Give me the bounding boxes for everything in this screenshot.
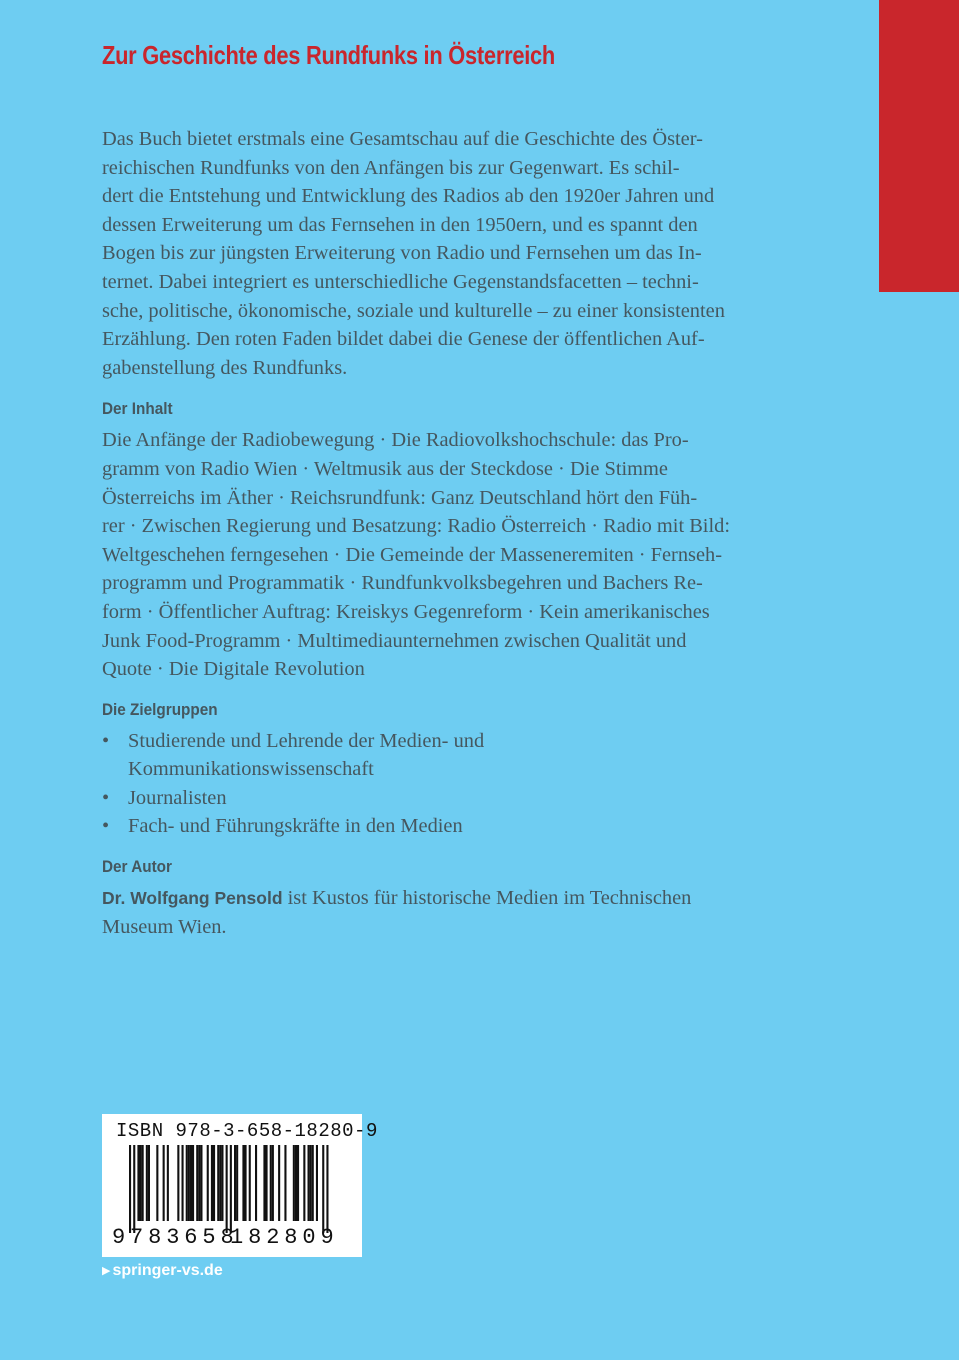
barcode-bar [221,1145,223,1221]
barcode-bar [322,1145,324,1233]
barcode-bar [278,1145,280,1221]
barcode-bar [200,1145,202,1221]
ean-right-group: 182809 [230,1225,339,1250]
barcode-bar [310,1145,312,1221]
inhalt-line: Österreichs im Äther · Reichsrundfunk: Ganz Deutschland hört den Füh- [102,486,698,509]
autor-text: ist Kustos für historische Medien im Technischen [282,887,692,910]
barcode-bar [234,1145,236,1221]
inhalt-heading: Der Inhalt [102,399,173,419]
barcode-bar [326,1145,328,1233]
inhalt-line: Weltgeschehen ferngesehen · Die Gemeinde der Masseneremiten · Fernseh- [102,543,723,566]
list-item [102,784,814,813]
autor-heading: Der Autor [102,857,172,877]
zielgruppen-heading: Die Zielgruppen [102,699,218,719]
barcode-bar [297,1145,299,1221]
red-corner-tab [879,0,959,292]
inhalt-line-last: Quote · Die Digitale Revolution [102,658,365,681]
barcode-bar [146,1145,148,1221]
book-title: Zur Geschichte des Rundfunks in Österreich [102,40,556,70]
barcode-bar [177,1145,179,1221]
barcode-bar [156,1145,158,1221]
intro-line-last: gabenstellung des Rundfunks. [102,356,348,379]
zielgruppen-list [102,727,814,841]
barcode-bar [148,1145,150,1221]
intro-line: Erzählung. Den roten Faden bildet dabei die Genese der öffentlichen Auf- [102,328,705,351]
list-item [102,812,814,841]
bullet-icon: • [102,786,110,809]
autor-line-last: Museum Wien. [102,915,227,938]
barcode-bar [263,1145,265,1221]
barcode-bar [188,1145,190,1221]
intro-paragraph [102,125,814,382]
barcode-bar [137,1145,139,1221]
barcode-bar [217,1145,219,1221]
barcode-bar [133,1145,135,1233]
list-item-line: Studierende und Lehrende der Medien- und [128,729,485,752]
barcode-bar [245,1145,247,1221]
intro-line: dessen Erweiterung um das Fernsehen in den 1950ern, und es spannt den [102,213,698,236]
isbn-label: ISBN 978-3-658-18280-9 [116,1120,378,1142]
bullet-icon: • [102,729,110,752]
barcode-bar [142,1145,144,1221]
back-cover-content [102,125,814,941]
barcode-bar [207,1145,209,1221]
inhalt-paragraph [102,426,814,683]
barcode-bar [226,1145,228,1233]
barcode-bar [284,1145,286,1221]
list-item [102,727,814,784]
inhalt-line: Die Anfänge der Radiobewegung · Die Radiovolkshochschule: das Pro- [102,429,689,452]
barcode-bar [295,1145,297,1221]
intro-line: ternet. Dabei integriert es unterschiedliche Gegenstandsfacetten – techni- [102,270,699,293]
inhalt-line: rer · Zwischen Regierung und Besatzung: Radio Österreich · Radio mit Bild: [102,515,730,538]
barcode-bar [272,1145,274,1221]
barcode-bar [293,1145,295,1221]
intro-line: Bogen bis zur jüngsten Erweiterung von Radio und Fernsehen um das In- [102,242,702,265]
barcode-bar [213,1145,215,1221]
barcode-bar [140,1145,142,1221]
author-name: Dr. Wolfgang Pensold [102,888,283,909]
barcode-bar [266,1145,268,1221]
list-item-line: Journalisten [128,786,227,809]
barcode-bar [129,1145,131,1233]
barcode-bar [230,1145,232,1233]
intro-line: dert die Entstehung und Entwicklung des Radios ab den 1920er Jahren und [102,185,715,208]
barcode-bar [196,1145,198,1221]
barcode-bar [190,1145,192,1221]
barcode-bar [163,1145,165,1221]
arrow-right-icon: ▶ [102,1265,111,1277]
bullet-icon: • [102,815,110,838]
barcode-bar [303,1145,305,1221]
barcode-bar [270,1145,272,1221]
list-item-line: Fach- und Führungskräfte in den Medien [128,815,463,838]
barcode-bar [242,1145,244,1221]
barcode-bar [186,1145,188,1221]
inhalt-line: gramm von Radio Wien · Weltmusik aus der Steckdose · Die Stimme [102,457,668,480]
barcode-bar [219,1145,221,1221]
ean-first-digit: 9 [112,1225,126,1250]
barcode-bar [316,1145,318,1221]
inhalt-line: programm und Programmatik · Rundfunkvolksbegehren und Bachers Re- [102,572,703,595]
barcode-bar [312,1145,314,1221]
isbn-barcode [102,1114,378,1257]
intro-line: sche, politische, ökonomische, soziale und kulturelle – zu einer konsistenten [102,299,725,322]
barcode-bars [129,1145,341,1233]
barcode-bar [192,1145,194,1221]
intro-line: reichischen Rundfunks von den Anfängen bis zur Gegenwart. Es schil- [102,156,680,179]
barcode-bar [249,1145,251,1221]
inhalt-line: form · Öffentlicher Auftrag: Kreiskys Gegenreform · Kein amerikanisches [102,600,710,623]
ean-left-group: 783658 [130,1225,239,1250]
autor-paragraph [102,884,814,941]
barcode-bar [308,1145,310,1221]
barcode-bar [182,1145,184,1221]
barcode-bar [198,1145,200,1221]
publisher-link[interactable] [102,1262,223,1280]
intro-line: Das Buch bietet erstmals eine Gesamtschau auf die Geschichte des Öster- [102,128,703,150]
inhalt-line: Junk Food-Programm · Multimediaunternehmen zwischen Qualität und [102,629,687,652]
barcode-bar [255,1145,257,1221]
barcode-bar [167,1145,169,1221]
autor-line [102,884,814,913]
list-item-line: Kommunikationswissenschaft [128,758,374,781]
publisher-url: springer-vs.de [112,1262,223,1279]
barcode-bar [211,1145,213,1221]
barcode-bar [236,1145,238,1221]
